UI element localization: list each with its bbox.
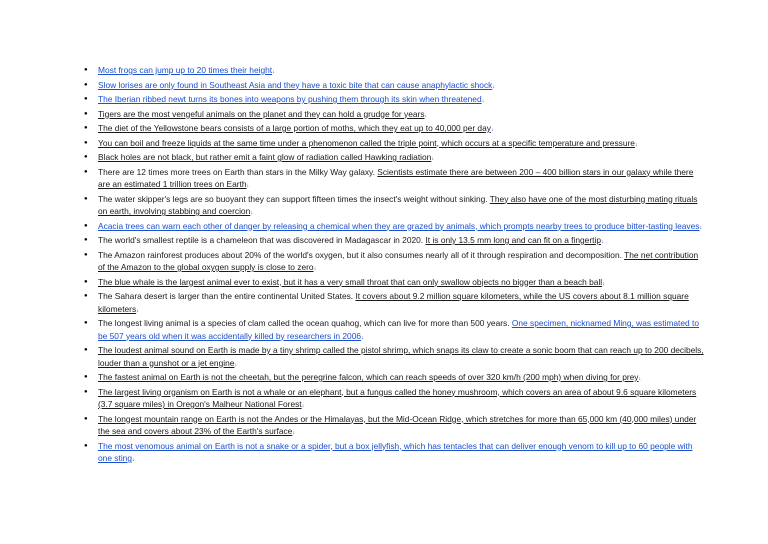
fact-list (84, 64, 704, 467)
fact-text: The water skipper's legs are so buoyant they can support fifteen times the insect's weight without sinking. (98, 193, 490, 204)
citation-marker[interactable]: ↓ (246, 183, 250, 189)
fact-item (84, 151, 704, 166)
fact-link-text[interactable]: Black holes are not black, but rather emit a faint glow of radiation called Hawking radiation (98, 152, 432, 162)
fact-link-text[interactable]: It covers about 9.2 million square kilometers, while the US covers about 8.1 million square kilometers (98, 291, 689, 314)
fact-text: The Amazon rainforest produces about 20% of the world's oxygen, but it also consumes nearly all of it through respiration and decomposition. (98, 249, 625, 260)
citation-marker[interactable]: ↓ (600, 239, 604, 245)
citation-marker[interactable]: ↓ (132, 457, 135, 463)
fact-item (84, 64, 704, 79)
fact-link-text[interactable]: Slow lorises are only found in Southeast Asia and they have a toxic bite that can cause anaphylactic shock (98, 79, 493, 90)
fact-link-text[interactable]: Scientists estimate there are between 200 – 400 billion stars in our galaxy while there are an estimated 1 trillion trees on Earth (98, 166, 694, 189)
fact-link-text[interactable]: The diet of the Yellowstone bears consists of a large portion of moths, which they eat up to 40,000 per day (98, 123, 491, 133)
fact-item (84, 249, 704, 276)
fact-link-text[interactable]: You can boil and freeze liquids at the same time under a phenomenon called the triple point, which occurs at a specific temperature and pressure (98, 137, 635, 148)
citation-marker[interactable]: ↓ (301, 403, 305, 409)
citation-marker[interactable]: ↓ (431, 156, 435, 162)
fact-item (84, 440, 704, 467)
fact-text: The Sahara desert is larger than the entire continental United States. (98, 291, 356, 301)
citation-marker[interactable]: ↓ (424, 112, 428, 119)
fact-link-text[interactable]: Tigers are the most vengeful animals on the planet and they can hold a grudge for years (98, 108, 425, 119)
fact-link-text[interactable]: The longest mountain range on Earth is not the Andes or the Himalayas, but the Mid-Ocean Ridge, which stretches for more than 65,000 km (40,000 miles) under the sea and covers about 23% of the Earth's surface (98, 413, 697, 436)
fact-item (84, 93, 704, 108)
citation-marker[interactable]: ↓ (292, 430, 296, 436)
fact-text: There are 12 times more trees on Earth than stars in the Milky Way galaxy. (98, 166, 378, 177)
fact-link-text[interactable]: The Iberian ribbed newt turns its bones into weapons by pushing them through its skin when threatened (98, 94, 482, 104)
citation-marker[interactable]: ↓ (492, 83, 496, 90)
citation-marker[interactable]: ↓ (272, 69, 275, 75)
citation-marker[interactable]: ↓ (638, 376, 642, 382)
fact-link-text[interactable]: One specimen, nicknamed Ming, was estimated to be 507 years old when it was accidentally killed by researchers in 2006 (98, 318, 699, 341)
fact-item (84, 220, 704, 235)
citation-marker[interactable]: ↓ (234, 361, 238, 368)
citation-marker[interactable]: ↓ (313, 266, 317, 272)
fact-item (84, 122, 704, 137)
fact-link-text[interactable]: It is only 13.5 mm long and can fit on a fingertip (425, 235, 601, 245)
fact-text: The longest living animal is a species of clam called the ocean quahog, which can live for more than 500 years. (98, 318, 512, 328)
fact-link-text[interactable]: Acacia trees can warn each other of danger by releasing a chemical when they are grazed by animals, which prompts nearby trees to produce bitter-tasting leaves (98, 220, 700, 231)
fact-link-text[interactable]: The loudest animal sound on Earth is made by a tiny shrimp called the pistol shrimp, which snaps its claw to create a sonic boom that can reach up to 200 decibels, louder than a gunshot or a jet engine (98, 345, 704, 368)
citation-marker[interactable]: ↓ (361, 334, 364, 341)
fact-item (84, 290, 704, 317)
fact-link-text[interactable]: The net contribution of the Amazon to the global oxygen supply is close to zero (98, 249, 699, 272)
citation-marker[interactable]: ↓ (490, 127, 494, 133)
fact-text: The world's smallest reptile is a chameleon that was discovered in Madagascar in 2020. (98, 235, 426, 245)
fact-item (84, 166, 704, 193)
fact-item (84, 108, 704, 123)
fact-item (84, 386, 704, 413)
fact-link-text[interactable]: The largest living organism on Earth is not a whale or an elephant, but a fungus called the honey mushroom, which covers an area of about 9.6 square kilometers (3.7 square miles) in Oregon's Malheur National Forest (98, 386, 697, 409)
citation-marker[interactable]: ↓ (602, 280, 605, 287)
fact-item (84, 371, 704, 386)
citation-marker[interactable]: ↓ (250, 210, 253, 216)
citation-marker[interactable]: ↓ (136, 307, 139, 314)
fact-item (84, 193, 704, 220)
fact-item (84, 413, 704, 440)
fact-link-text[interactable]: They also have one of the most disturbing mating rituals on earth, involving stabbing and coercion (98, 193, 698, 216)
fact-item (84, 276, 704, 291)
fact-item (84, 344, 704, 371)
fact-link-text[interactable]: The fastest animal on Earth is not the cheetah, but the peregrine falcon, which can reach speeds of over 320 km/h (200 mph) when diving for prey (98, 372, 639, 382)
fact-item (84, 317, 704, 344)
fact-link-text[interactable]: The most venomous animal on Earth is not a snake or a spider, but a box jellyfish, which has tentacles that can deliver enough venom to kill up to 60 people with one sting (98, 440, 693, 463)
fact-item (84, 79, 704, 94)
fact-link-text[interactable]: Most frogs can jump up to 20 times their height (98, 65, 273, 75)
citation-marker[interactable]: ↓ (699, 224, 703, 231)
fact-item (84, 137, 704, 152)
fact-item (84, 234, 704, 249)
fact-link-text[interactable]: The blue whale is the largest animal ever to exist, but it has a very small throat that can only swallow objects no bigger than a beach ball (98, 276, 603, 287)
citation-marker[interactable]: ↓ (481, 98, 485, 104)
citation-marker[interactable]: ↓ (634, 141, 638, 148)
